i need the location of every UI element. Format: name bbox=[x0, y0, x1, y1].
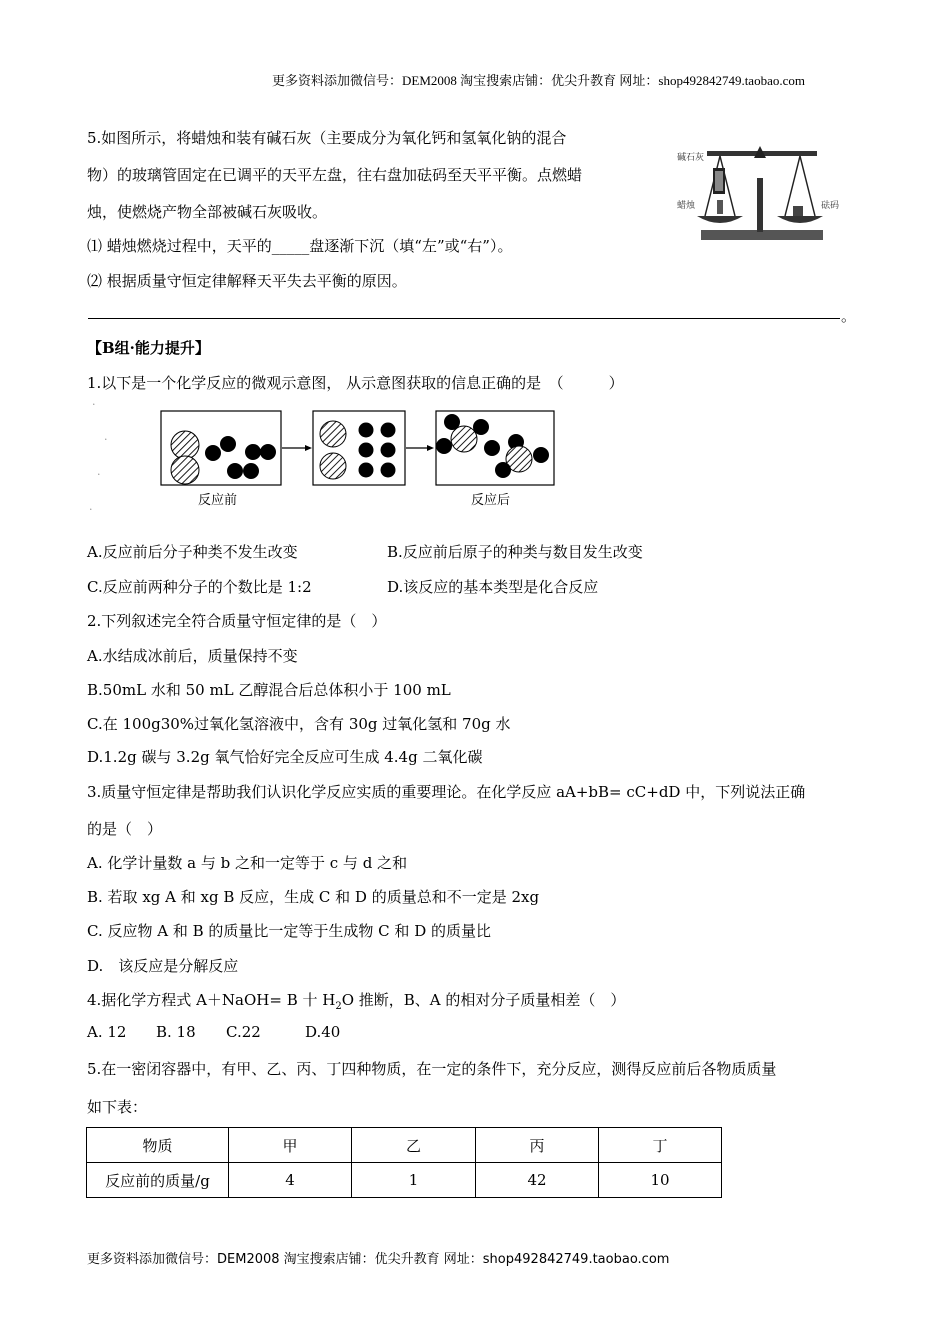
q5a-line3: 烛，使燃烧产物全部被碱石灰吸收。 bbox=[87, 203, 328, 221]
balance-figure bbox=[675, 138, 840, 248]
q2-option-b: B.50mL 水和 50 mL 乙醇混合后总体积小于 100 mL bbox=[87, 681, 451, 699]
q2-option-c: C.在 100g30%过氧化氢溶液中，含有 30g 过氧化氢和 70g 水 bbox=[87, 715, 511, 733]
q5a-sub1: ⑴ 蜡烛燃烧过程中，天平的_____盘逐渐下沉（填“左”或“右”）。 bbox=[87, 237, 513, 255]
q3-option-d: D. 该反应是分解反应 bbox=[87, 957, 239, 975]
q3-option-a: A. 化学计量数 a 与 b 之和一定等于 c 与 d 之和 bbox=[87, 854, 408, 872]
q2-option-d: D.1.2g 碳与 3.2g 氧气恰好完全反应可生成 4.4g 二氧化碳 bbox=[87, 748, 483, 766]
q3-option-b: B. 若取 xg A 和 xg B 反应，生成 C 和 D 的质量总和不一定是 2xg bbox=[87, 888, 540, 906]
section-b-title: 【B组·能力提升】 bbox=[87, 339, 210, 357]
table-cell: 1 bbox=[352, 1163, 476, 1198]
q4-stem: 4.据化学方程式 A＋NaOH= B 十 $H_2O$ 推断，B、A 的相对分子质量相差（ ） bbox=[87, 991, 626, 1012]
q4-option-a: A. 12 bbox=[87, 1023, 127, 1041]
page-header: 更多资料添加微信号：DEM2008 淘宝搜索店铺：优尖升教育 网址：shop492842749.taobao.com bbox=[272, 73, 805, 88]
q2-option-a: A.水结成冰前后，质量保持不变 bbox=[87, 647, 298, 665]
q1-option-c: C.反应前两种分子的个数比是 1:2 bbox=[87, 578, 312, 596]
q3-stem-line2: 的是（ ） bbox=[87, 820, 163, 838]
q1-option-a: A.反应前后分子种类不发生改变 bbox=[87, 543, 298, 561]
table-cell: 反应前的质量/g bbox=[87, 1163, 229, 1198]
before-label: 反应前 bbox=[198, 493, 238, 508]
q1-stem: 1.以下是一个化学反应的微观示意图， 从示意图获取的信息正确的是 （ ） bbox=[87, 374, 624, 392]
fig-label-weights: 砝码 bbox=[821, 201, 840, 211]
table-cell: 物质 bbox=[87, 1128, 229, 1163]
reaction-diagram bbox=[158, 408, 558, 512]
q3-stem-line1: 3.质量守恒定律是帮助我们认识化学反应实质的重要理论。在化学反应 aA+bB= cC+dD 中，下列说法正确 bbox=[87, 783, 806, 801]
q5b-stem-line2: 如下表： bbox=[87, 1098, 148, 1116]
balance-pillar bbox=[757, 178, 763, 232]
q5a-line2: 物）的玻璃管固定在已调平的天平左盘，往右盘加砝码至天平平衡。点燃蜡 bbox=[87, 166, 583, 184]
q1-option-d: D.该反应的基本类型是化合反应 bbox=[387, 578, 599, 596]
table-cell: 甲 bbox=[229, 1128, 352, 1163]
table-cell: 乙 bbox=[352, 1128, 476, 1163]
table-cell: 丁 bbox=[599, 1128, 722, 1163]
q5a-line1: 5.如图所示，将蜡烛和装有碱石灰（主要成分为氧化钙和氢氧化钠的混合 bbox=[87, 129, 567, 147]
candle bbox=[717, 200, 723, 214]
weights bbox=[793, 206, 803, 216]
q4-option-c: C.22 bbox=[226, 1023, 261, 1041]
table-cell: 10 bbox=[599, 1163, 722, 1198]
after-label: 反应后 bbox=[471, 493, 511, 508]
fig-label-sodalime: 碱石灰 bbox=[677, 153, 705, 163]
answer-line-end: 。 bbox=[841, 307, 857, 325]
q4-option-d: D.40 bbox=[305, 1023, 341, 1041]
mass-table bbox=[86, 1127, 722, 1198]
page-footer: 更多资料添加微信号：DEM2008 淘宝搜索店铺：优尖升教育 网址：shop492842749.taobao.com bbox=[87, 1252, 670, 1267]
q1-option-b: B.反应前后原子的种类与数目发生改变 bbox=[387, 543, 643, 561]
table-header-row bbox=[87, 1128, 722, 1163]
answer-line bbox=[88, 318, 840, 319]
table-cell: 42 bbox=[476, 1163, 599, 1198]
table-row bbox=[87, 1163, 722, 1198]
fig-label-candle: 蜡烛 bbox=[677, 201, 696, 211]
q5b-stem-line1: 5.在一密闭容器中，有甲、乙、丙、丁四种物质，在一定的条件下，充分反应，测得反应前后各物质质量 bbox=[87, 1060, 777, 1078]
q5a-sub2: ⑵ 根据质量守恒定律解释天平失去平衡的原因。 bbox=[87, 272, 407, 290]
q2-stem: 2.下列叙述完全符合质量守恒定律的是（ ） bbox=[87, 612, 387, 630]
table-cell: 丙 bbox=[476, 1128, 599, 1163]
q3-option-c: C. 反应物 A 和 B 的质量比一定等于生成物 C 和 D 的质量比 bbox=[87, 922, 491, 940]
q4-option-b: B. 18 bbox=[156, 1023, 196, 1041]
table-cell: 4 bbox=[229, 1163, 352, 1198]
